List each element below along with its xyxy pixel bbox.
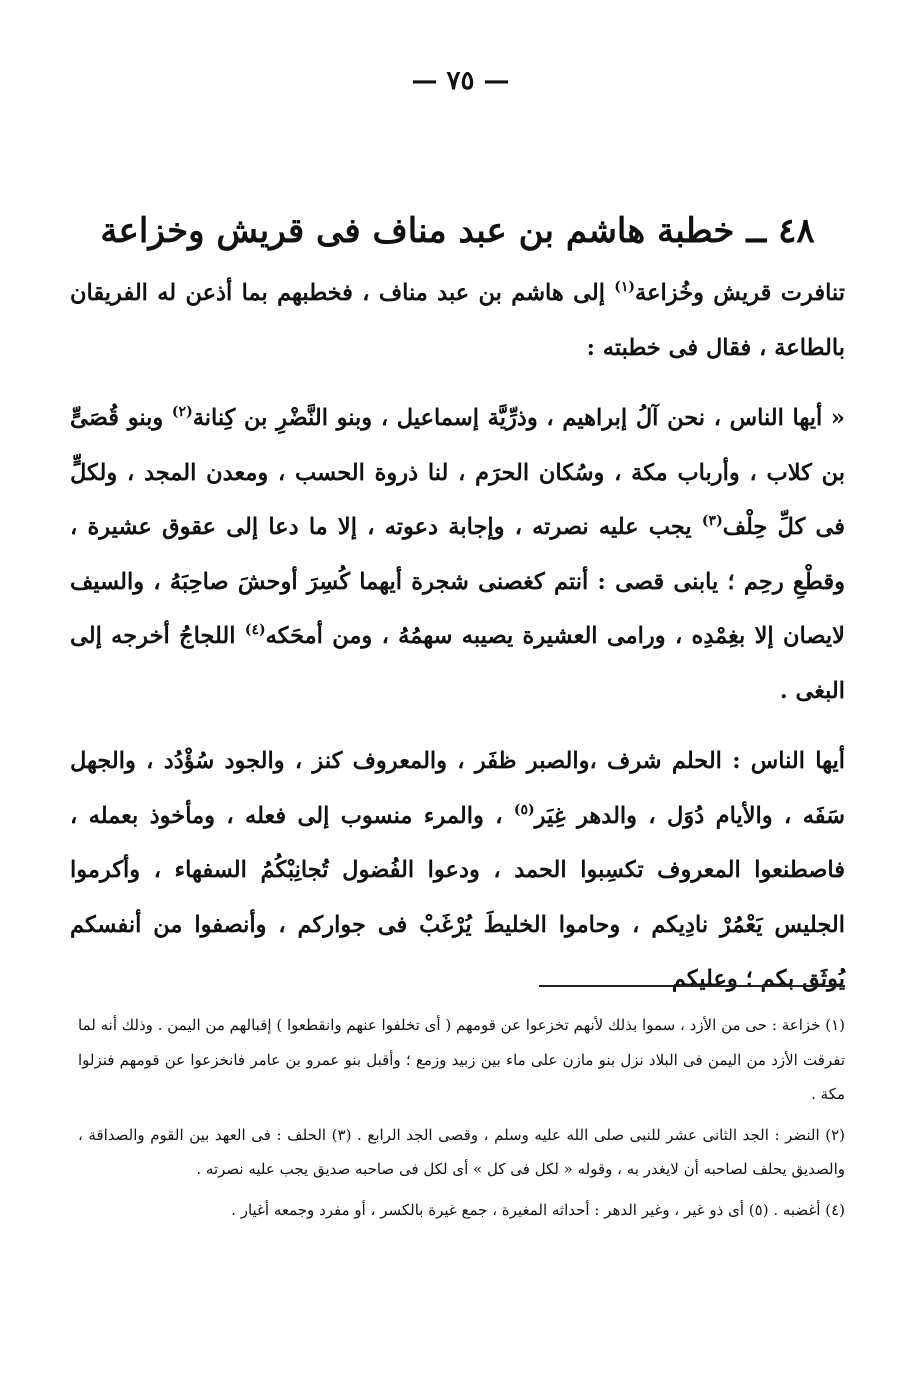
para2-text-1: أيها الناس : الحلم شرف ،والصبر ظفَر ، والمعروف كنز ، والجود سُؤْدُد ، والجهل سَفَه ، والأيام دُوَل ، والدهر غِيَر [70,748,845,829]
main-text [70,266,845,1007]
para1-text-2: وبنو قُصَىٍّ بن كلاب ، وأرباب مكة ، وسُكان الحرَم ، لنا ذروة الحسب ، ومعدن المجد ، ولكلٍّ فى كلِّ حِلْف [70,405,846,540]
footnote-1: (١) خزاعة : حى من الأزد ، سموا بذلك لأنهم تخزعوا عن قومهم ( أى تخلفوا عنهم وانقطعوا ) إقبالهم من اليمن . وذلك أنه لما تفرقت الأزد من اليمن فى البلاد نزل بنو مازن على ماء بين زبيد وزمع ؛ وأقبل بنو عمرو بن عامر فانخزعوا عن قومهم فنزلوا مكة . [78,1016,845,1103]
para1-text-1: « أيها الناس ، نحن آلُ إبراهيم ، وذرِّيَّة إسماعيل ، وبنو النَّضْرِ بن كِنانة [192,405,845,431]
intro-paragraph [70,266,845,375]
page-number: — ٧٥ — [411,66,510,96]
para2-text-2: ، والمرء منسوب إلى فعله ، ومأخوذ بعمله ، فاصطنعوا المعروف تكسِبوا الحمد ، ودعوا الفُضول تُجانِبْكُمُ السفهاء ، وأكرموا الجليس يَعْمُرْ نادِيكم ، وحاموا الخليطَ يُرْغَبْ فى جواركم ، وأنصفوا من أنفسكم يُوثَق بكم ؛ وعليكم [70,802,845,992]
sermon-paragraph-1 [70,391,845,718]
footnote-divider [539,985,845,987]
footnotes [78,1008,845,1227]
footnote-ref-1: (١) [614,279,636,295]
para1-text-4: اللجاجُ أخرجه إلى البغى . [70,623,845,704]
footnote-ref-5: (٥) [513,801,535,818]
para1-text-3: يجب عليه نصرته ، وإجابة دعوته ، إلا ما دعا إلى عقوق عشيرة ، وقطْعِ رحِم ؛ يابنى قصى : أنتم كغصنى شجرة أيهما كُسِرَ أوحشَ صاحِبَهُ ، والسيف لايصان إلا بغِمْدِه ، ورامى العشيرة يصيبه سهمُهُ ، ومن أمحَكه [70,514,845,649]
footnote-ref-2: (٢) [171,404,193,420]
intro-text-1: تنافرت قريش وخُزاعة [635,280,845,306]
footnote-4-5: (٤) أغضبه . (٥) أى ذو غير ، وغير الدهر : أحداثه المغيرة ، جمع غيرة بالكسر ، أو مفرد وجمعه أغيار . [231,1200,845,1219]
footnote-ref-3: (٣) [701,513,723,529]
footnote-2-3: (٢) النضر : الجد الثانى عشر للنبى صلى الله عليه وسلم ، وقصى الجد الرابع . (٣) الحلف : فى العهد بين القوم والصداقة ، والصديق يحلف لصاحبه أن لايغدر به ، وقوله « لكل فى كل » أى لكل فى صاحبه صديق يجب عليه نصرته . [78,1125,845,1178]
sermon-paragraph-2 [70,734,845,1007]
intro-text-2: إلى هاشم بن عبد مناف ، فخطبهم بما أذعن له الفريقان بالطاعة ، فقال فى خطبته : [70,280,845,361]
sermon-title: ٤٨ ــ خطبة هاشم بن عبد مناف فى قريش وخزاعة [100,210,815,251]
footnote-ref-4: (٤) [244,622,266,638]
